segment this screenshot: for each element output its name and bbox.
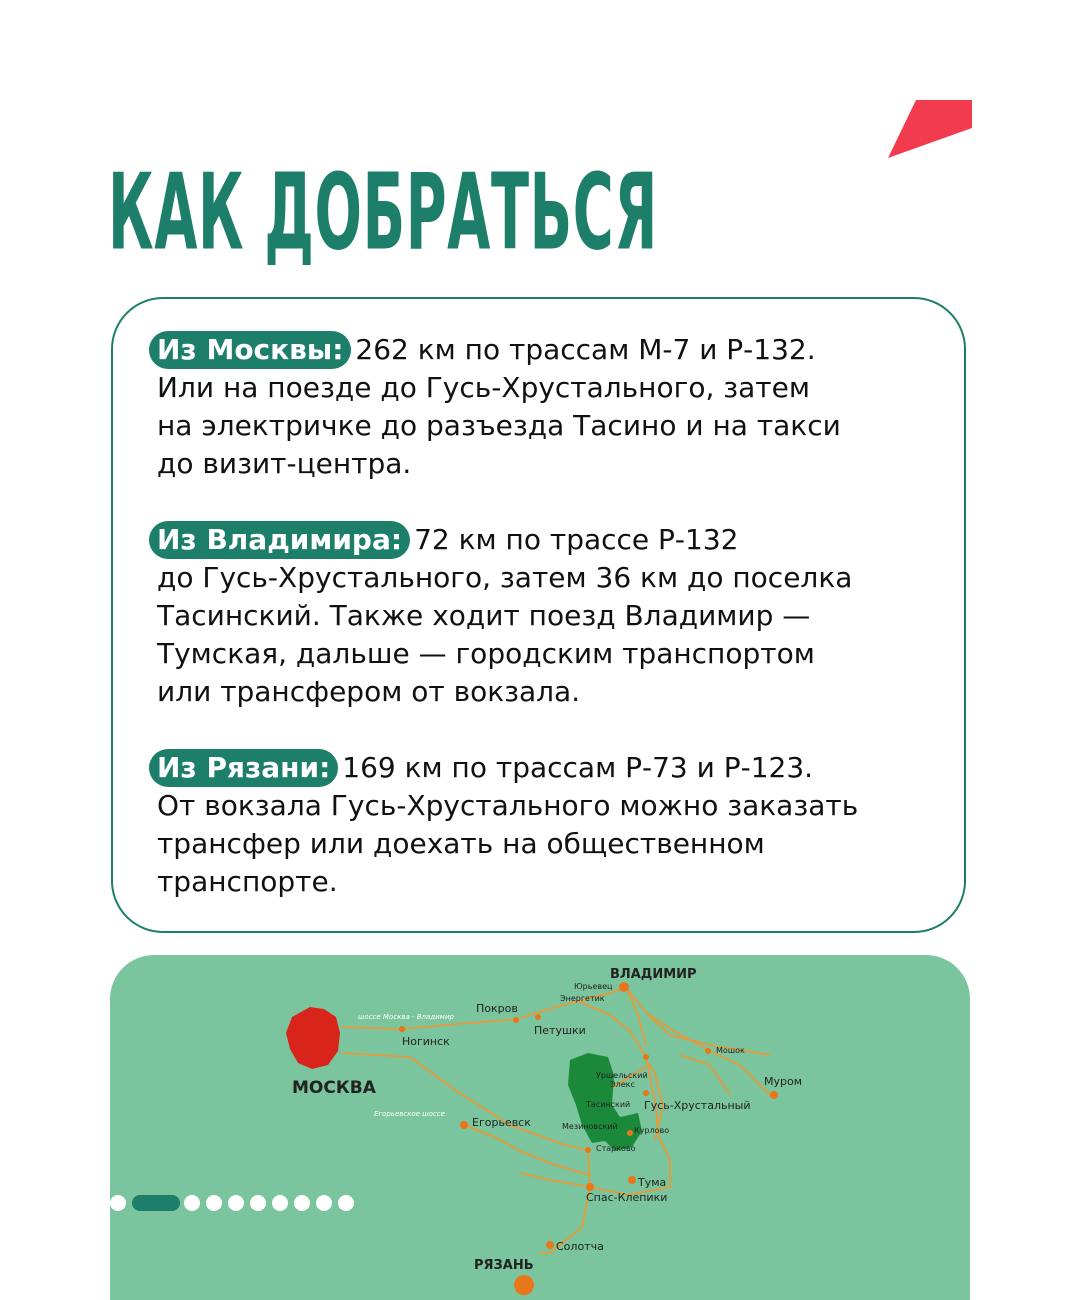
map-label-hwy-msk-vlad: шоссе Москва - Владимир [358, 1013, 454, 1021]
map-label-starkovo: Старково [596, 1144, 636, 1153]
page-title: КАК ДОБРАТЬСЯ [108, 151, 658, 274]
route-label-ryazan: Из Рязани: [149, 749, 338, 787]
carousel-dot[interactable] [316, 1195, 332, 1211]
map-label-mezinovsky: Мезиновский [562, 1122, 618, 1131]
map-label-tasinsky: Тасинский [586, 1100, 631, 1109]
map-label-gus: Гусь-Хрустальный [644, 1099, 751, 1112]
map-label-urshelsky: Уршельский [596, 1071, 648, 1080]
route-map [110, 955, 970, 1300]
carousel-dot[interactable] [294, 1195, 310, 1211]
moscow-region-shape [286, 1007, 340, 1069]
directions-card [111, 297, 966, 933]
map-label-energetik: Энергетик [560, 994, 605, 1003]
carousel-dot[interactable] [206, 1195, 222, 1211]
map-label-egoryevsk: Егорьевск [472, 1116, 531, 1129]
route-label-vladimir: Из Владимира: [149, 521, 410, 559]
map-label-moshok: Мошок [716, 1046, 745, 1055]
carousel-dot[interactable] [184, 1195, 200, 1211]
carousel-dot[interactable] [272, 1195, 288, 1211]
map-label-solotcha: Солотча [556, 1240, 604, 1253]
map-label-spas: Спас-Клепики [586, 1191, 668, 1204]
route-label-moscow: Из Москвы: [149, 331, 351, 369]
corner-triangle-decoration [888, 100, 972, 158]
map-label-ryazan: РЯЗАНЬ [474, 1258, 534, 1273]
route-from-moscow: Из Москвы: 262 км по трассам М-7 и Р-132. Или на поезде до Гусь-Хрустального, затем на электричке до разъезда Тасино и на такси до визит-центра. [157, 331, 947, 483]
map-label-kurlovo: Курлово [634, 1126, 670, 1135]
map-label-yuryevets: Юрьевец [574, 982, 613, 991]
carousel-dot[interactable] [338, 1195, 354, 1211]
map-label-tuma: Тума [638, 1176, 667, 1189]
map-label-vladimir: ВЛАДИМИР [610, 967, 697, 982]
carousel-dot-active[interactable] [132, 1195, 180, 1211]
map-label-pokrov: Покров [476, 1002, 518, 1015]
carousel-dot[interactable] [228, 1195, 244, 1211]
map-label-hwy-egor: Егорьевское шоссе [374, 1110, 445, 1118]
map-label-moskva: МОСКВА [292, 1078, 376, 1098]
carousel-dot[interactable] [250, 1195, 266, 1211]
map-label-murom: Муром [764, 1075, 803, 1088]
map-label-noginsk: Ногинск [402, 1035, 450, 1048]
route-from-ryazan: Из Рязани: 169 км по трассам Р-73 и Р-123. От вокзала Гусь-Хрустального можно заказать трансфер или доехать на общественном транспорте. [157, 749, 947, 901]
map-label-petushki: Петушки [534, 1024, 586, 1037]
map-label-elex: Элекс [610, 1080, 635, 1089]
route-from-vladimir: Из Владимира: 72 км по трассе Р-132 до Гусь-Хрустального, затем 36 км до поселка Тасинский. Также ходит поезд Владимир — Тумская, дальше — городским транспортом или трансфером от вокзала. [157, 521, 947, 711]
carousel-dot[interactable] [110, 1195, 126, 1211]
